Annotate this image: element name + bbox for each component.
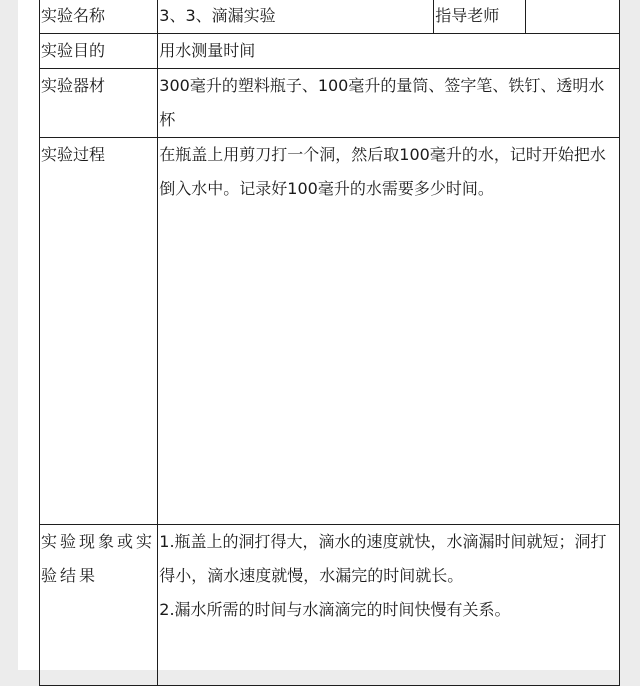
result-label: 实验现象或实验结果 [40, 525, 158, 686]
experiment-name-value: 3、3、滴漏实验 [158, 0, 434, 34]
equipment-value: 300毫升的塑料瓶子、100毫升的量筒、签字笔、铁钉、透明水杯 [158, 69, 620, 138]
table-row [40, 34, 620, 69]
process-label: 实验过程 [40, 138, 158, 525]
process-value: 在瓶盖上用剪刀打一个洞，然后取100毫升的水，记时开始把水倒入水中。记录好100毫升的水需要多少时间。 [158, 138, 620, 525]
table-row [40, 525, 620, 686]
table-row [40, 138, 620, 525]
experiment-record-table [39, 0, 620, 686]
teacher-label: 指导老师 [434, 0, 525, 34]
purpose-value: 用水测量时间 [158, 34, 620, 69]
experiment-name-label: 实验名称 [40, 0, 158, 34]
purpose-label: 实验目的 [40, 34, 158, 69]
table-row [40, 0, 620, 34]
document-page [18, 0, 620, 670]
equipment-label: 实验器材 [40, 69, 158, 138]
result-line-1: 1.瓶盖上的洞打得大，滴水的速度就快，水滴漏时间就短；洞打得小，滴水速度就慢，水漏完的时间就长。 [159, 532, 607, 585]
result-value [158, 525, 620, 686]
result-line-2: 2.漏水所需的时间与水滴滴完的时间快慢有关系。 [159, 600, 511, 619]
teacher-value [525, 0, 619, 34]
table-row [40, 69, 620, 138]
